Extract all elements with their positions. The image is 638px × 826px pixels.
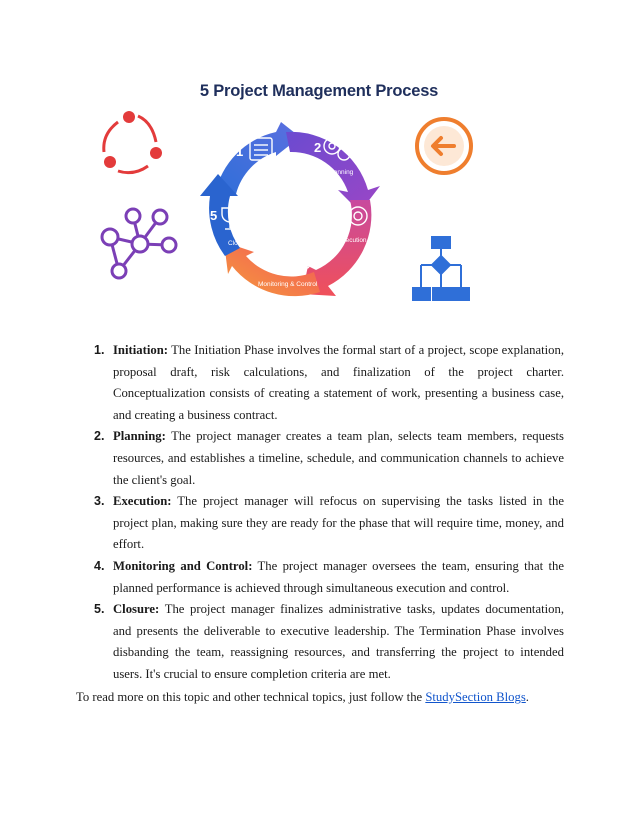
cycle-num-5: 5 [210, 208, 218, 223]
process-item-execution [88, 491, 564, 556]
item-number: 3. [94, 494, 105, 509]
cycle-num-1: 1 [236, 144, 244, 159]
item-text: The project manager oversees the team, ensuring that the planned performance is achieved through simultaneous execution and control. [113, 558, 564, 595]
cycle-num-2: 2 [314, 140, 322, 155]
studysection-blogs-link[interactable]: StudySection Blogs [425, 690, 526, 704]
item-term: Monitoring and Control: [113, 558, 253, 573]
footer-paragraph [76, 687, 596, 707]
footer-text: To read more on this topic and other technical topics, just follow the [76, 690, 426, 704]
footer-suffix: . [525, 690, 529, 704]
item-text: The project manager will refocus on supervising the tasks listed in the project plan, making sure they are ready for the phase that will require time, money, and effort. [113, 494, 564, 552]
process-item-closure [88, 599, 564, 685]
process-item-monitoring [88, 556, 564, 599]
item-number: 1. [94, 343, 105, 357]
item-text: The Initiation Phase involves the formal start of a project, scope explanation, proposal draft, risk calculations, and finalization of the project charter. Conceptualization consists of creating a statement of work, presenting a business case, and creating a business contract. [113, 343, 564, 422]
item-term: Closure: [113, 602, 160, 617]
chart-monitor-icon [287, 250, 309, 268]
flowchart-icon [413, 237, 469, 300]
cycle-num-3: 3 [340, 204, 348, 219]
infographic-title: 5 Project Management Process [199, 82, 439, 100]
cycle-label-3: Execution [338, 237, 367, 244]
process-item-initiation [88, 340, 564, 426]
item-term: Initiation: [113, 343, 168, 357]
cycle-label-4: Monitoring & Control [258, 281, 318, 288]
item-term: Execution: [113, 494, 172, 509]
item-number: 5. [94, 602, 105, 617]
item-text: The project manager finalizes administrative tasks, updates documentation, and presents the deliverable to executive leadership. The Termination Phase involves disbanding the team, reassigning resources, and transferring the project to intended users. It's crucial to ensure completion criteria are met. [113, 602, 564, 681]
item-term: Planning: [113, 429, 166, 444]
cycle-arrows-icon [104, 111, 162, 173]
process-item-planning [88, 426, 564, 491]
cycle-label-5: Closure [228, 240, 251, 247]
network-people-icon [102, 209, 176, 278]
item-number: 2. [94, 429, 105, 444]
item-text: The project manager creates a team plan, selects team members, requests resources, and establishes a timeline, schedule, and communication channels to achieve the client's goal. [113, 429, 564, 487]
back-arrow-icon [417, 119, 471, 173]
cycle-label-2: Planning [328, 169, 354, 176]
cycle-num-4: 4 [273, 254, 281, 269]
item-number: 4. [94, 558, 105, 573]
process-cycle-infographic [88, 104, 488, 318]
process-list [88, 340, 564, 686]
cycle-label-1: Initiation [250, 169, 275, 176]
